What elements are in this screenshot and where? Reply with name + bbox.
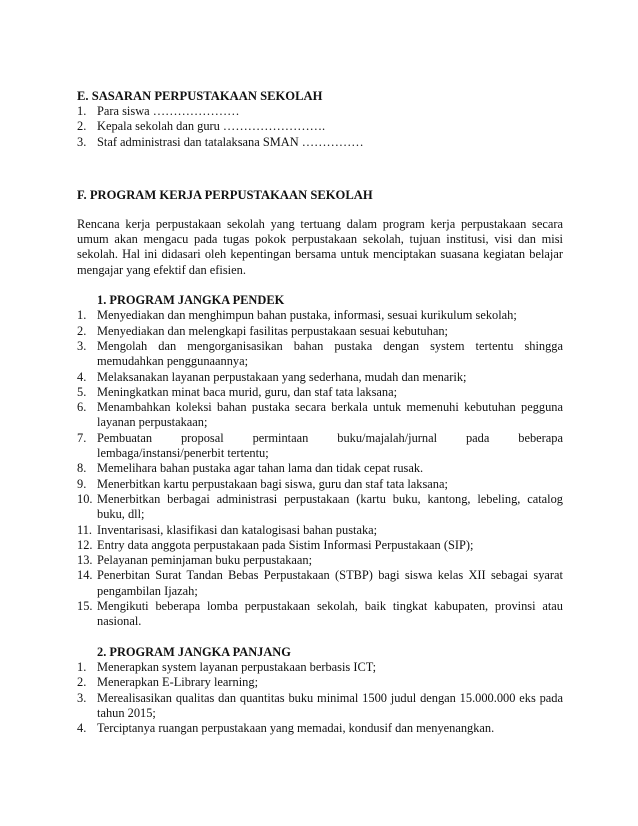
list-item: 1. Para siswa ………………… — [77, 104, 240, 118]
long-term-list — [77, 660, 563, 736]
section-f-heading: F. PROGRAM KERJA PERPUSTAKAAN SEKOLAH — [77, 187, 373, 202]
long-term-heading: 2. PROGRAM JANGKA PANJANG — [97, 644, 291, 659]
list-item: 2. Menyediakan dan melengkapi fasilitas perpustakaan sesuai kebutuhan; — [77, 323, 448, 338]
list-item: 4. Melaksanakan layanan perpustakaan yang sederhana, mudah dan menarik; — [77, 369, 467, 384]
list-item: 5. Meningkatkan minat baca murid, guru, dan staf tata laksana; — [77, 384, 398, 399]
list-item: 13. Pelayanan peminjaman buku perpustakaan; — [77, 553, 313, 568]
short-term-list — [77, 308, 563, 629]
list-item: 15. Mengikuti beberapa lomba perpustakaan sekolah, baik tingkat kabupaten, provinsi atau nasional. — [77, 599, 563, 629]
short-term-heading: 1. PROGRAM JANGKA PENDEK — [97, 293, 285, 308]
list-item: 2. Menerapkan E-Library learning; — [77, 675, 259, 690]
list-item: 12. Entry data anggota perpustakaan pada Sistim Informasi Perpustakaan (SIP); — [77, 537, 474, 552]
list-item: 6. Menambahkan koleksi bahan pustaka secara berkala untuk memenuhi kebutuhan pegguna layanan perpustakaan; — [77, 400, 563, 430]
list-item: 14. Penerbitan Surat Tandan Bebas Perpustakaan (STBP) bagi siswa kelas XII sebagai syarat pengambilan Ijazah; — [77, 568, 563, 598]
list-item: 3. Merealisasikan qualitas dan quantitas buku minimal 1500 judul dengan 15.000.000 eks pada tahun 2015; — [77, 690, 563, 720]
section-e-heading: E. SASARAN PERPUSTAKAAN SEKOLAH — [77, 89, 323, 103]
list-item: 8. Memelihara bahan pustaka agar tahan lama dan tidak cepat rusak. — [77, 461, 424, 476]
list-item: 4. Terciptanya ruangan perpustakaan yang memadai, kondusif dan menyenangkan. — [77, 721, 495, 736]
section-e-list — [77, 104, 563, 150]
list-item: 3. Mengolah dan mengorganisasikan bahan pustaka dengan system tertentu shingga memudahkan penggunaannya; — [77, 338, 563, 369]
list-item: 9. Menerbitkan kartu perpustakaan bagi siswa, guru dan staf tata laksana; — [77, 476, 448, 491]
list-item: 11. Inventarisasi, klasifikasi dan katalogisasi bahan pustaka; — [77, 522, 378, 537]
list-item: 3. Staf administrasi dan tatalaksana SMAN …………… — [77, 134, 364, 149]
list-item: 7. Pembuatan proposal permintaan buku/majalah/jurnal pada beberapa lembaga/instansi/penerbit tertentu; — [77, 430, 563, 461]
list-item: 10. Menerbitkan berbagai administrasi perpustakaan (kartu buku, kantong, lebeling, catalog buku, dll; — [77, 491, 563, 522]
list-item: 1. Menyediakan dan menghimpun bahan pustaka, informasi, sesuai kurikulum sekolah; — [77, 308, 517, 323]
section-f-paragraph: Rencana kerja perpustakaan sekolah yang tertuang dalam program kerja perpustakaan secara umum akan mengacu pada tugas pokok perpustakaan sekolah, tujuan institusi, visi dan misi sekolah. Hal ini didasari oleh kepentingan bersama untuk menciptakan suasana kegiatan belajar mengajar yang efektif dan efisien. — [77, 216, 563, 277]
list-item: 2. Kepala sekolah dan guru ……………………. — [77, 119, 326, 134]
list-item: 1. Menerapkan system layanan perpustakaan berbasis ICT; — [77, 659, 377, 674]
document-body — [77, 88, 563, 736]
